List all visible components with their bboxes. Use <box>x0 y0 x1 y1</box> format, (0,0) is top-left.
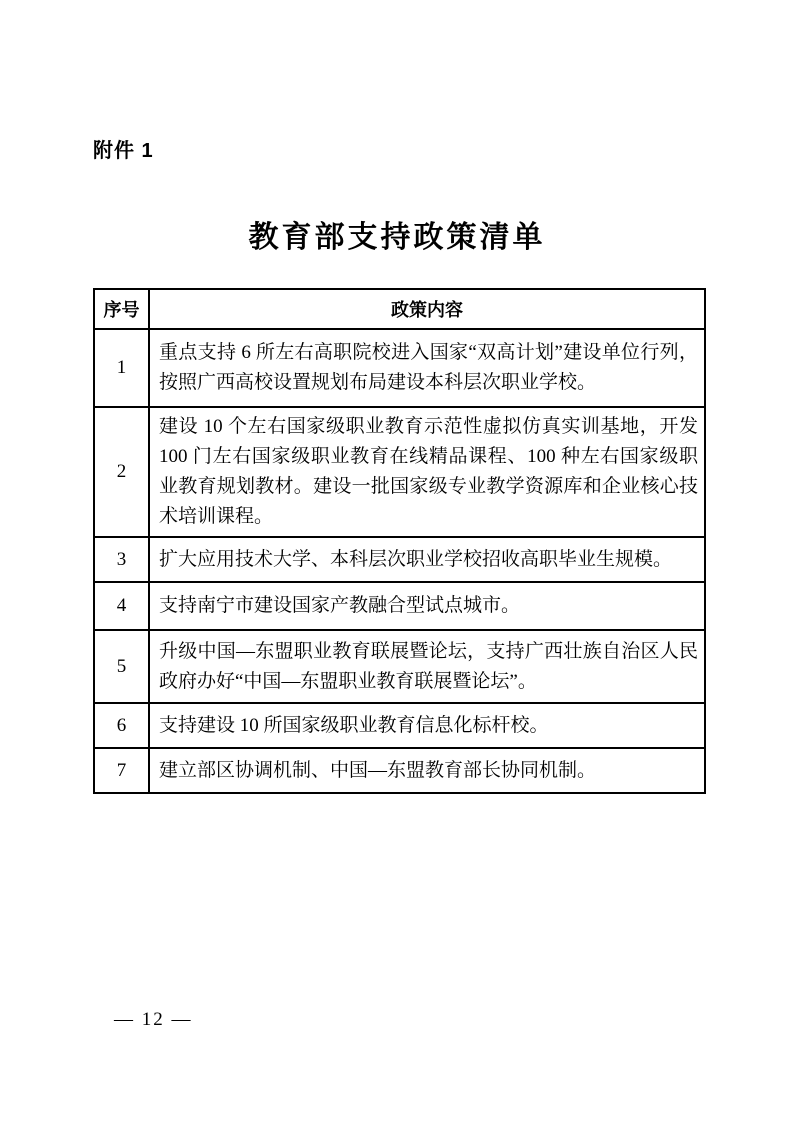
page-number: — 12 — <box>114 1009 193 1030</box>
row-number: 5 <box>94 630 149 703</box>
table-row <box>94 329 705 407</box>
row-content: 扩大应用技术大学、本科层次职业学校招收高职毕业生规模。 <box>149 537 705 582</box>
table-row <box>94 703 705 748</box>
table-header-row <box>94 289 705 329</box>
row-number: 1 <box>94 329 149 407</box>
row-number: 2 <box>94 407 149 537</box>
table-row <box>94 748 705 793</box>
column-header-no: 序号 <box>94 289 149 329</box>
row-content: 重点支持 6 所左右高职院校进入国家“双高计划”建设单位行列，按照广西高校设置规划布局建设本科层次职业学校。 <box>149 329 705 407</box>
row-number: 3 <box>94 537 149 582</box>
table-row <box>94 630 705 703</box>
page-title: 教育部支持政策清单 <box>248 221 546 254</box>
row-content: 支持南宁市建设国家产教融合型试点城市。 <box>149 582 705 630</box>
row-number: 4 <box>94 582 149 630</box>
policy-table <box>93 288 706 794</box>
table-row <box>94 407 705 537</box>
row-content: 升级中国—东盟职业教育联展暨论坛，支持广西壮族自治区人民政府办好“中国—东盟职业教育联展暨论坛”。 <box>149 630 705 703</box>
row-content: 建立部区协调机制、中国—东盟教育部长协同机制。 <box>149 748 705 793</box>
row-number: 7 <box>94 748 149 793</box>
table-row <box>94 537 705 582</box>
attachment-label: 附件 1 <box>93 140 154 162</box>
table-row <box>94 582 705 630</box>
row-content: 支持建设 10 所国家级职业教育信息化标杆校。 <box>149 703 705 748</box>
column-header-content: 政策内容 <box>149 289 705 329</box>
row-content: 建设 10 个左右国家级职业教育示范性虚拟仿真实训基地，开发 100 门左右国家级职业教育在线精品课程、100 种左右国家级职业教育规划教材。建设一批国家级专业教学资源库和企业核心技术培训课程。 <box>149 407 705 537</box>
row-number: 6 <box>94 703 149 748</box>
